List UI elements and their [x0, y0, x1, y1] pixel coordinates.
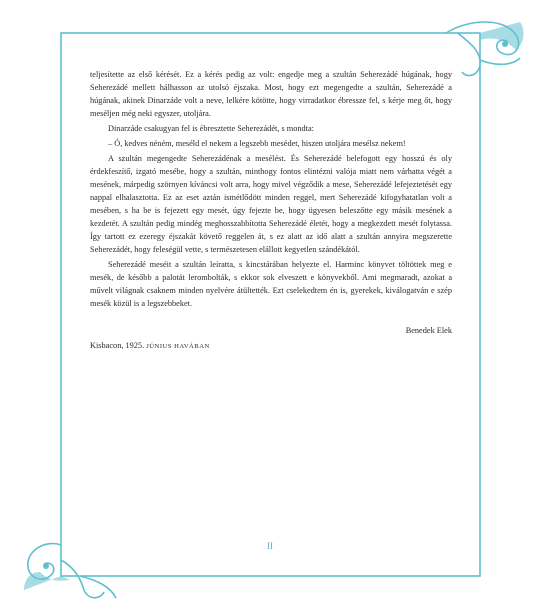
page-body [90, 68, 452, 355]
place-date-line [90, 339, 452, 353]
paragraph-4: A szultán megengedte Seherezádénak a mesélést. És Seherezádé belefogott egy hosszú és oly érdekfeszítő, izgató mesébe, hogy a szultán, minthogy fontos elintézni valója miatt nem várhatta végét a mesének, márpedig szörnyen kíváncsi volt arra, hogy mivel végződik a mese, Seherezádé lefejeztetését egy nappal elhalasztotta. Ez az eset aztán ismétlődött minden reggel, mert Seherezádé kifogyhatatlan volt a mesében, s ha be is fejezett egy mesét, úgy fejezte be, hogy ügyesen beleszőtte egy másik mesének a kezdetét. A szultán pedig mindég meghosszabbította Seherezádé életét, hogy a megkezdett mesét folytassa. Így tartott ez ezeregy éjszakát követő reggelen át, s ez alatt az idő alatt a szultán annyira megszerette Seherezádét, hogy feleségül vette, s természetesen elállott kegyetlen szándékától. [90, 154, 452, 254]
corner-fill-top-right [480, 22, 523, 50]
page-number: II [267, 541, 273, 551]
paragraph-5: Seherezádé meséit a szultán leíratta, s kincstárában helyezte el. Harminc könyvet töltöttek meg e mesék, de később a palotát lerombolták, s ekkor sok elveszett e könyvekből. Ami megmaradt, azokat a művelt világnak csaknem minden nyelvére átültették. Ezt cselekedtem én is, gyerekek, kiválogatván e szép mesék közül is a legszebbeket. [90, 260, 452, 308]
paragraph-1: teljesítette az első kérését. Ez a kérés pedig az volt: engedje meg a szultán Seherezádé húgának, hogy Seherezádé mellett hálhasson az utolsó éjszaka. Most, hogy ezt megengedte a szultán, Seherezádé a húgának, akinek Dinarzáde volt a neve, lelkére kötötte, hogy virradatkor ébressze fel, s kérje meg őt, hogy meséljen még neki egyszer, utoljára. [90, 70, 452, 118]
paragraph-2: Dinarzáde csakugyan fel is ébresztette Seherezádét, s mondta: [108, 124, 314, 133]
date-text: JÚNIUS HAVÁBAN [146, 343, 210, 350]
paragraph-3: – Ó, kedves néném, meséld el nekem a legszebb mesédet, hiszen utoljára mesélsz nekem! [108, 139, 406, 148]
author-signature: Benedek Elek [405, 326, 452, 335]
swirl-ornament-bottom-left [28, 544, 116, 598]
place-text: Kisbacon, 1925. [90, 341, 145, 350]
